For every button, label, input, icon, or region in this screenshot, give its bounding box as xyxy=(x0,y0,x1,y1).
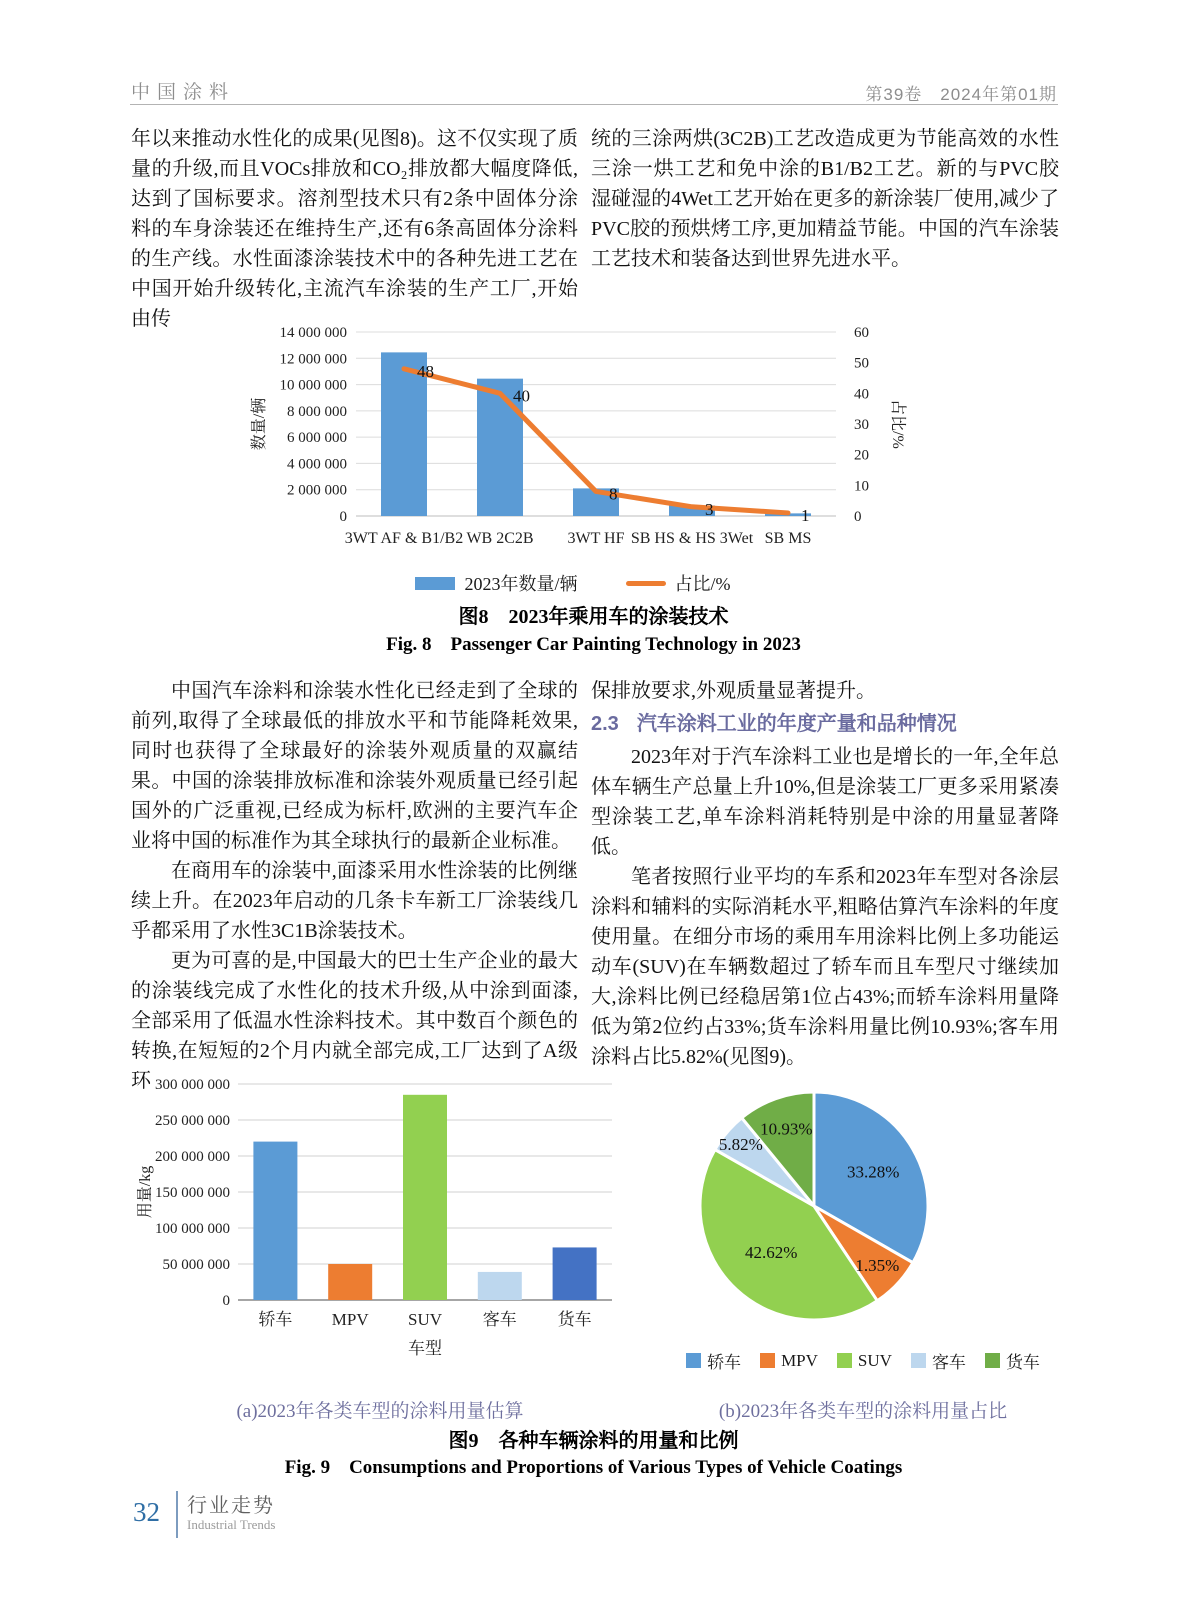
legend-item xyxy=(985,1348,1040,1373)
legend-label: SUV xyxy=(857,1350,892,1370)
header-rule xyxy=(130,104,1058,105)
svg-text:42.62%: 42.62% xyxy=(745,1242,798,1262)
svg-text:250 000 000: 250 000 000 xyxy=(155,1113,230,1129)
paragraph: 笔者按照行业平均的车系和2023年车型对各涂层涂料和辅料的实际消耗水平,粗略估算汽车涂料的年度使用量。在细分市场的乘用车用涂料比例上多功能运动车(SUV)在车辆数超过了轿车而且车型尺寸继续加大,涂料比例已经稳居第1位占43%;而轿车涂料用量降低为第2位约占33%;货车涂料用量比例10.93%;客车用涂料占比5.82%(见图9)。 xyxy=(591,866,1059,1068)
paragraph: 保排放要求,外观质量显著提升。 xyxy=(591,680,876,702)
paragraph: 2023年对于汽车涂料工业也是增长的一年,全年总体车辆生产总量上升10%,但是涂装工厂更多采用紧凑型涂装工艺,单车涂料消耗特别是中涂的用量显著降低。 xyxy=(591,746,1059,858)
svg-text:10: 10 xyxy=(854,478,869,495)
column-top-left xyxy=(131,124,578,334)
svg-text:2 000 000: 2 000 000 xyxy=(287,482,347,499)
fig9-caption-zh: 图9 各种车辆涂料的用量和比例 xyxy=(448,1430,739,1452)
fig8-legend xyxy=(238,570,908,596)
column-top-right xyxy=(591,124,1059,274)
legend-swatch xyxy=(686,1353,701,1368)
svg-text:14 000 000: 14 000 000 xyxy=(279,325,347,341)
svg-text:12 000 000: 12 000 000 xyxy=(279,351,347,368)
svg-text:轿车: 轿车 xyxy=(258,1310,293,1329)
legend-label: 货车 xyxy=(1005,1353,1040,1372)
legend-item-line xyxy=(626,570,731,596)
svg-text:3: 3 xyxy=(705,499,714,519)
fig9-caption-en: Fig. 9 Consumptions and Proportions of Various Types of Vehicle Coatings xyxy=(284,1457,903,1478)
svg-text:用量/kg: 用量/kg xyxy=(137,1165,154,1219)
svg-text:客车: 客车 xyxy=(482,1310,517,1329)
svg-text:48: 48 xyxy=(417,361,434,381)
section-heading xyxy=(591,709,1059,739)
paragraph: 统的三涂两烘(3C2B)工艺改造成更为节能高效的水性三涂一烘工艺和免中涂的B1/B2工艺。新的与PVC胶湿碰湿的4Wet工艺开始在更多的新涂装厂使用,减少了PVC胶的预烘烤工序,更加精益节能。中国的汽车涂装工艺技术和装备达到世界先进水平。 xyxy=(591,128,1059,270)
svg-text:1: 1 xyxy=(801,505,810,525)
legend-label: MPV xyxy=(781,1350,818,1370)
fig8-caption-en: Fig. 8 Passenger Car Painting Technology in 2023 xyxy=(386,634,801,655)
svg-text:300 000 000: 300 000 000 xyxy=(155,1077,230,1093)
svg-text:40: 40 xyxy=(513,386,530,406)
svg-text:50 000 000: 50 000 000 xyxy=(162,1257,230,1273)
svg-text:SB HS & HS 3Wet: SB HS & HS 3Wet xyxy=(630,530,754,547)
legend-swatch xyxy=(837,1353,852,1368)
paragraph: 在商用车的涂装中,面漆采用水性涂装的比例继续上升。在2023年启动的几条卡车新工厂涂装线几乎都采用了水性3C1B涂装技术。 xyxy=(131,860,578,942)
svg-text:10.93%: 10.93% xyxy=(760,1119,813,1139)
column-mid-right xyxy=(591,676,1059,1072)
line-series-swatch xyxy=(626,581,666,586)
svg-text:3WT HF: 3WT HF xyxy=(567,530,625,547)
fig9a-bar-chart xyxy=(126,1068,636,1364)
svg-text:60: 60 xyxy=(854,325,869,341)
section-title: 汽车涂料工业的年度产量和品种情况 xyxy=(636,713,957,735)
svg-text:1.35%: 1.35% xyxy=(855,1256,900,1276)
svg-text:40: 40 xyxy=(854,386,869,403)
svg-text:占比/%: 占比/% xyxy=(889,399,906,449)
svg-text:4 000 000: 4 000 000 xyxy=(287,456,347,473)
legend-item xyxy=(911,1348,966,1373)
legend-item xyxy=(837,1351,892,1371)
svg-text:30: 30 xyxy=(854,417,869,433)
svg-text:3WT AF & B1/B2: 3WT AF & B1/B2 xyxy=(344,530,464,547)
svg-text:200 000 000: 200 000 000 xyxy=(155,1149,230,1165)
legend-label: 轿车 xyxy=(707,1353,742,1372)
svg-text:8: 8 xyxy=(609,484,618,504)
svg-text:5.82%: 5.82% xyxy=(718,1135,763,1155)
svg-text:150 000 000: 150 000 000 xyxy=(155,1185,230,1201)
legend-item xyxy=(686,1348,741,1373)
footer-divider xyxy=(176,1491,178,1538)
svg-text:50: 50 xyxy=(854,355,869,372)
svg-text:0: 0 xyxy=(339,509,347,525)
svg-text:6 000 000: 6 000 000 xyxy=(287,430,347,447)
fig9b-pie-chart xyxy=(642,1066,1062,1346)
paragraph: 年以来推动水性化的成果(见图8)。这不仅实现了质量的升级,而且VOCs排放和CO₂排放都大幅度降低,达到了国标要求。溶剂型技术只有2条中固体分涂料的车身涂装还在维持生产,还有6条高固体分涂料的生产线。水性面漆涂装技术中的各种先进工艺在中国开始升级转化,主流汽车涂装的生产工厂,开始由传 xyxy=(131,128,578,330)
issue-info: 第39卷 2024年第01期 xyxy=(865,85,1057,104)
page-number: 32 xyxy=(133,1497,160,1527)
legend-item-bars xyxy=(415,570,577,596)
section-number: 2.3 xyxy=(591,713,619,735)
svg-text:WB 2C2B: WB 2C2B xyxy=(466,530,534,547)
legend-label: 客车 xyxy=(931,1353,966,1372)
legend-label: 2023年数量/辆 xyxy=(464,574,578,594)
svg-text:33.28%: 33.28% xyxy=(846,1162,900,1182)
column-mid-left xyxy=(131,676,578,1096)
legend-swatch xyxy=(985,1353,1000,1368)
paragraph: 更为可喜的是,中国最大的巴士生产企业的最大的涂装线完成了水性化的技术升级,从中涂到面漆,全部采用了低温水性涂料技术。其中数百个颜色的转换,在短短的2个月内就全部完成,工厂达到了A级环 xyxy=(131,950,578,1092)
svg-text:SUV: SUV xyxy=(407,1310,443,1329)
legend-swatch xyxy=(911,1353,926,1368)
fig8-caption-zh: 图8 2023年乘用车的涂装技术 xyxy=(458,606,729,628)
legend-swatch xyxy=(760,1353,775,1368)
svg-text:MPV: MPV xyxy=(331,1310,369,1329)
fig9b-legend xyxy=(648,1348,1078,1373)
legend-item xyxy=(760,1351,818,1371)
svg-text:SB MS: SB MS xyxy=(764,530,812,547)
footer-column-en: Industrial Trends xyxy=(187,1517,276,1532)
paragraph: 中国汽车涂料和涂装水性化已经走到了全球的前列,取得了全球最低的排放水平和节能降耗效果,同时也获得了全球最好的涂装外观质量的双赢结果。中国的涂装排放标准和涂装外观质量已经引起国外的广泛重视,已经成为标杆,欧洲的主要汽车企业将中国的标准作为其全球执行的最新企业标准。 xyxy=(131,680,578,852)
fig8-combo-chart xyxy=(238,318,908,566)
footer-column-zh: 行业走势 xyxy=(187,1495,275,1517)
svg-text:100 000 000: 100 000 000 xyxy=(155,1221,230,1237)
svg-text:车型: 车型 xyxy=(408,1339,442,1358)
bar-series-swatch xyxy=(415,577,455,590)
journal-name: 中国涂料 xyxy=(131,82,236,103)
svg-text:货车: 货车 xyxy=(557,1310,592,1329)
legend-label: 占比/% xyxy=(674,574,731,594)
svg-text:10 000 000: 10 000 000 xyxy=(279,377,347,394)
fig9a-subcaption: (a)2023年各类车型的涂料用量估算 xyxy=(236,1401,524,1422)
svg-text:8 000 000: 8 000 000 xyxy=(287,403,347,420)
svg-text:0: 0 xyxy=(854,509,862,525)
fig9b-subcaption: (b)2023年各类车型的涂料用量占比 xyxy=(718,1401,1008,1422)
svg-text:数量/辆: 数量/辆 xyxy=(251,397,268,451)
svg-text:20: 20 xyxy=(854,447,869,464)
svg-text:0: 0 xyxy=(222,1293,230,1309)
